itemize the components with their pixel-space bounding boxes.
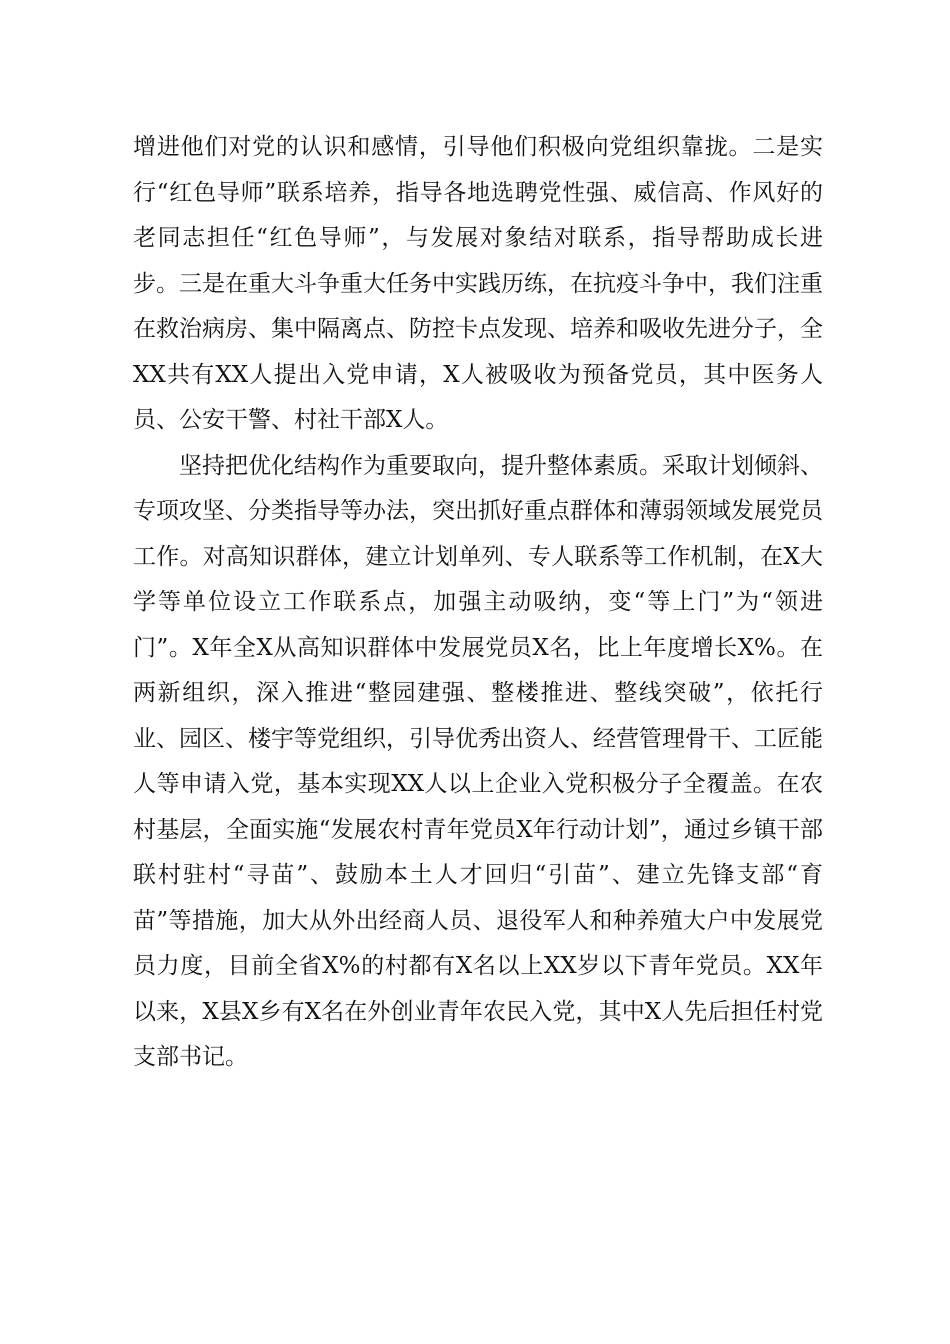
body-paragraph-1: 增进他们对党的认识和感情，引导他们积极向党组织靠拢。二是实行“红色导师”联系培养，指导各地选聘党性强、威信高、作风好的老同志担任“红色导师”，与发展对象结对联系，指导帮助成长进步。三是在重大斗争重大任务中实践历练，在抗疫斗争中，我们注重在救治病房、集中隔离点、防控卡点发现、培养和吸收先进分子，全XX共有XX人提出入党申请，X人被吸收为预备党员，其中医务人员、公安干警、村社干部X人。 [133,134,823,433]
document-body [133,125,823,1081]
body-paragraph-2: 坚持把优化结构作为重要取向，提升整体素质。采取计划倾斜、专项攻坚、分类指导等办法，突出抓好重点群体和薄弱领域发展党员工作。对高知识群体，建立计划单列、专人联系等工作机制，在X大学等单位设立工作联系点，加强主动吸纳，变“等上门”为“领进门”。X年全X从高知识群体中发展党员X名，比上年度增长X%。在两新组织，深入推进“整园建强、整楼推进、整线突破”，依托行业、园区、楼宇等党组织，引导优秀出资人、经营管理骨干、工匠能人等申请入党，基本实现XX人以上企业入党积极分子全覆盖。在农村基层，全面实施“发展农村青年党员X年行动计划”，通过乡镇干部联村驻村“寻苗”、鼓励本土人才回归“引苗”、建立先锋支部“育苗”等措施，加大从外出经商人员、退役军人和种养殖大户中发展党员力度，目前全省X%的村都有X名以上XX岁以下青年党员。XX年以来，X县X乡有X名在外创业青年农民入党，其中X人先后担任村党支部书记。 [133,452,823,1070]
